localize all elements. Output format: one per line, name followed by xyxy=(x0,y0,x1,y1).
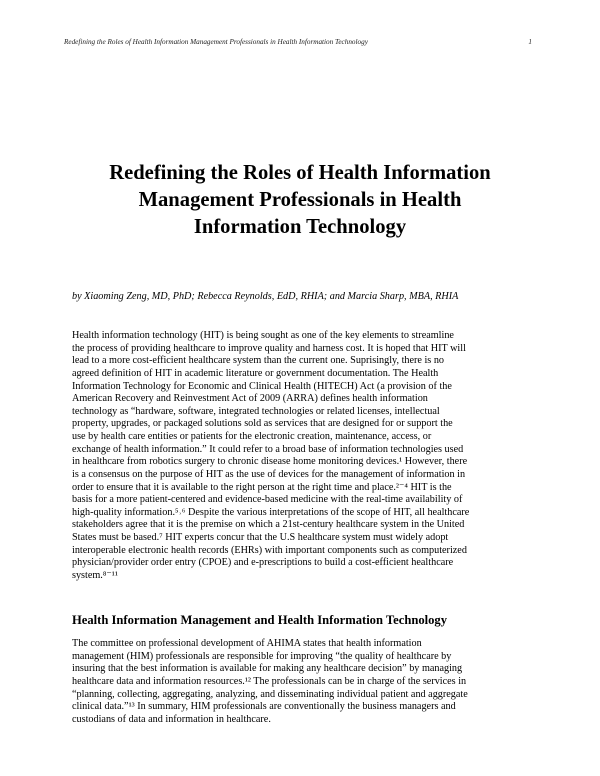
title-line: Management Professionals in Health xyxy=(138,189,462,211)
text-line: physician/provider order entry (CPOE) and e-prescriptions to build a cost-efficient healthcare xyxy=(72,557,454,569)
text-line: interoperable electronic health records (EHRs) with important components such as computerized xyxy=(72,544,467,556)
text-line: is a consensus on the purpose of HIT as the use of devices for the management of information in xyxy=(72,468,466,480)
text-line: healthcare data and information resources.¹² The professionals can be in charge of the services in xyxy=(72,675,467,687)
text-line: Health information technology (HIT) is being sought as one of the key elements to streamline xyxy=(72,330,454,341)
text-line: American Recovery and Reinvestment Act of 2009 (ARRA) defines health information xyxy=(72,393,428,405)
text-line: agreed definition of HIT in academic literature or government documentation. The Health xyxy=(72,367,439,379)
text-line: order to ensure that it is available to the right person at the right time and place.²⁻⁴ HIT is the xyxy=(72,481,452,493)
text-line: basis for a more patient-centered and evidence-based medicine with the real-time availability of xyxy=(72,494,463,506)
section-heading: Health Information Management and Health Information Technology xyxy=(72,613,448,627)
text-line: in healthcare from robotics surgery to chronic disease home monitoring devices.¹ However, there xyxy=(72,456,468,468)
paper-title xyxy=(60,160,540,241)
title-line: Redefining the Roles of Health Information xyxy=(109,162,491,184)
text-line: The committee on professional development of AHIMA states that health information xyxy=(72,638,422,649)
text-line: technology as “hardware, software, integrated technologies or related licenses, intellectual xyxy=(72,405,440,417)
text-line: management (HIM) professionals are responsible for improving “the quality of healthcare by xyxy=(72,650,452,662)
text-line: “planning, collecting, aggregating, analyzing, and disseminating individual patient and aggregate xyxy=(72,688,468,700)
text-line: States must be based.⁷ HIT experts concur that the U.S healthcare system must widely adopt xyxy=(72,532,449,543)
text-line: clinical data.”¹³ In summary, HIM professionals are conventionally the business managers and xyxy=(72,701,456,713)
text-line: insuring that the best information is available for making any healthcare decision” by managing xyxy=(72,663,463,675)
running-title: Redefining the Roles of Health Information Management Professionals in Health Information Technology xyxy=(64,38,368,46)
title-line: Information Technology xyxy=(193,216,407,238)
text-line: property, upgrades, or packaged solutions sold as services that are designed for or support the xyxy=(72,418,453,430)
text-line: stakeholders agree that it is the premise on which a 21st-century healthcare system in the United xyxy=(72,519,465,531)
him-paragraph xyxy=(72,638,542,726)
running-header xyxy=(64,36,532,48)
text-line: use by health care entities or patients for the electronic creation, maintenance, access, or xyxy=(72,431,432,442)
text-line: exchange of health information.” It could refer to a broad base of information technologies used xyxy=(72,443,464,455)
author-byline: by Xiaoming Zeng, MD, PhD; Rebecca Reynolds, EdD, RHIA; and Marcia Sharp, MBA, RHIA xyxy=(72,291,459,302)
text-line: the process of providing healthcare to improve quality and harness cost. It is hoped that HIT will xyxy=(72,342,466,354)
text-line: custodians of data and information in healthcare. xyxy=(72,713,271,725)
text-line: system.⁸⁻¹¹ xyxy=(72,569,118,581)
text-line: high-quality information.⁵˒⁶ Despite the various interpretations of the scope of HIT, all healthcare xyxy=(72,506,470,518)
text-line: Information Technology for Economic and Clinical Health (HITECH) Act (a provision of the xyxy=(72,380,452,392)
page-number: 1 xyxy=(528,38,532,46)
intro-paragraph xyxy=(72,330,542,583)
text-line: lead to a more cost-efficient healthcare system than the current one. Suprisingly, there is no xyxy=(72,355,445,367)
